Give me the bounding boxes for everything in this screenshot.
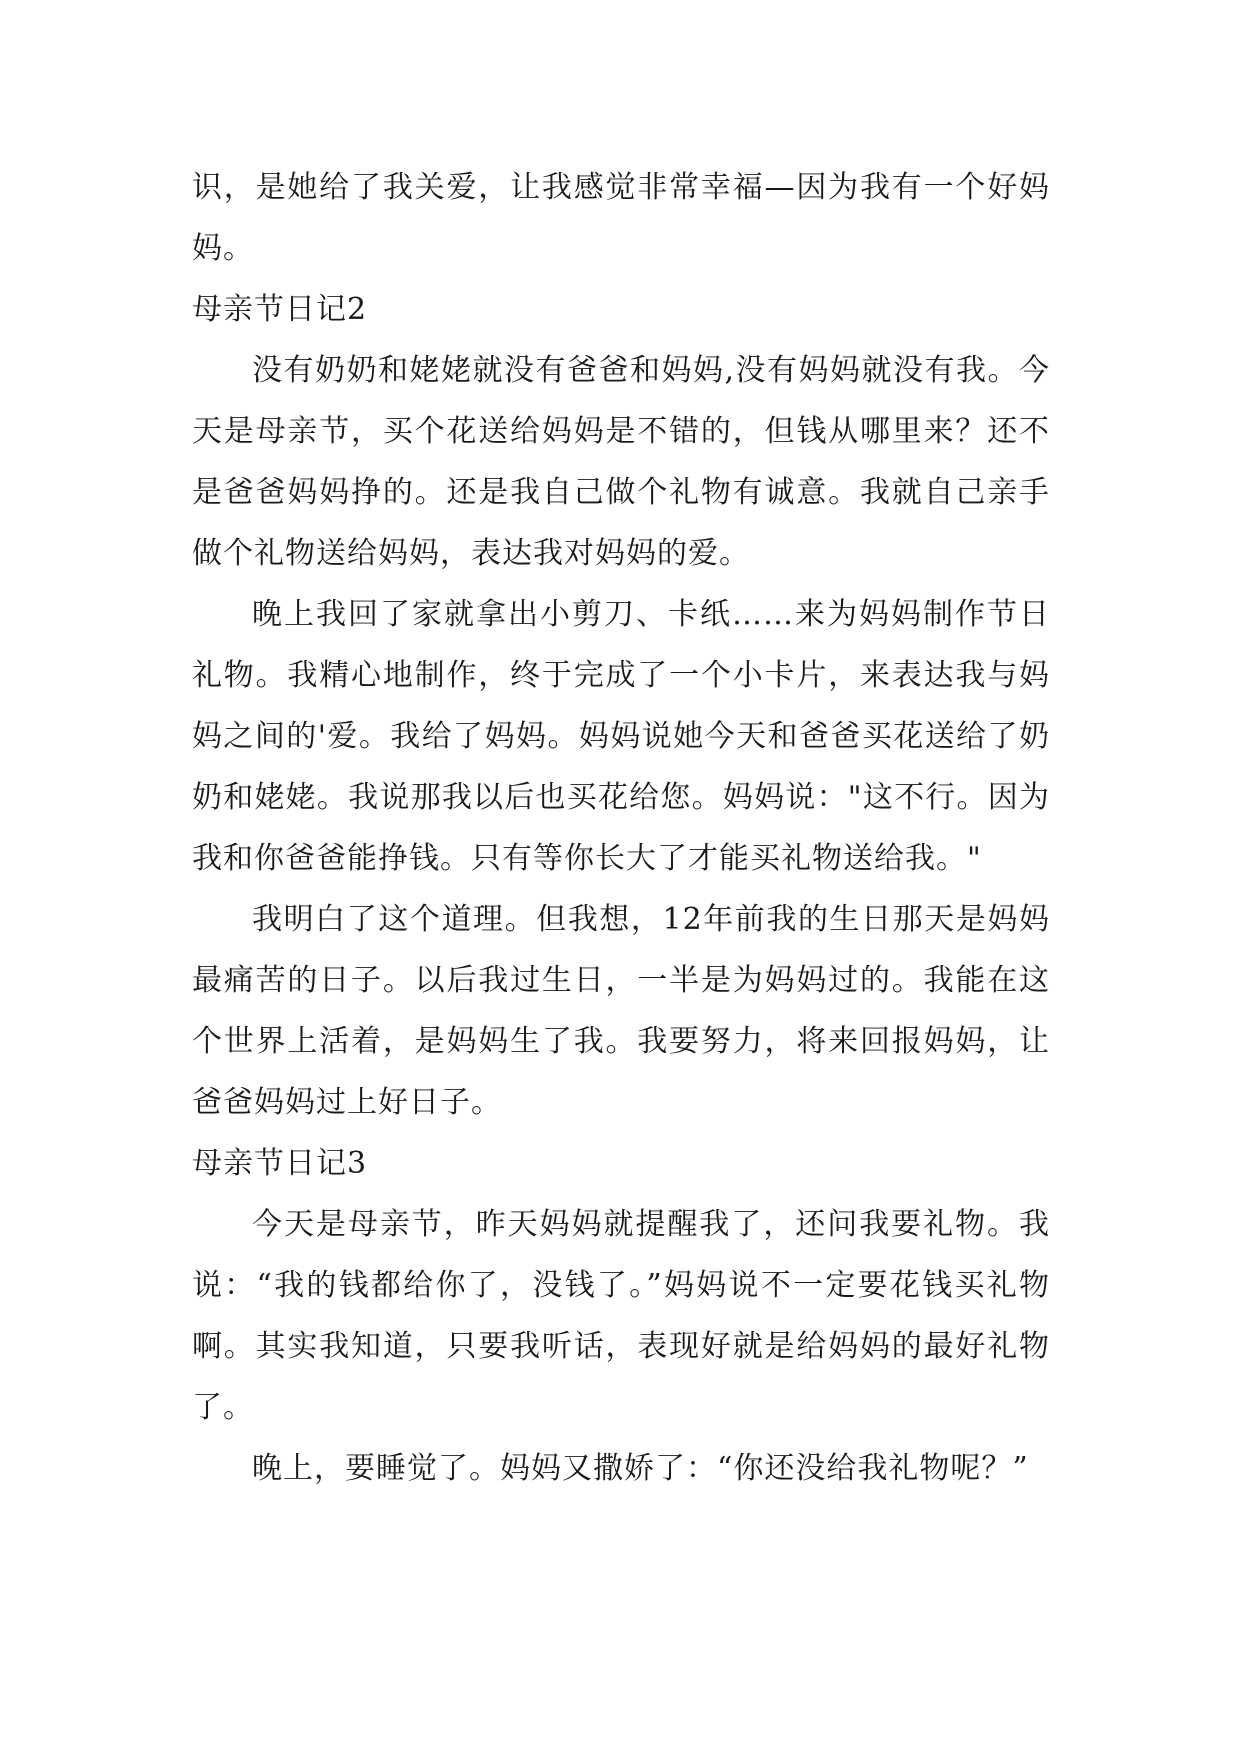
body-paragraph: 晚上，要睡觉了。妈妈又撒娇了：“你还没给我礼物呢？” [252,1451,1029,1486]
section-heading-diary-2: 母亲节日记2 [192,292,368,327]
body-paragraph: 我明白了这个道理。但我想，12年前我的生日那天是妈妈最痛苦的日子。以后我过生日，一半是为妈妈过的。我能在这个世界上活着，是妈妈生了我。我要努力，将来回报妈妈，让爸爸妈妈过上好日子。 [192,902,1050,1120]
body-paragraph: 今天是母亲节，昨天妈妈就提醒我了，还问我要礼物。我说：“我的钱都给你了，没钱了。”妈妈说不一定要花钱买礼物啊。其实我知道，只要我听话，表现好就是给妈妈的最好礼物了。 [192,1207,1050,1425]
document-body [192,157,1050,1499]
continuation-paragraph: 识，是她给了我关爱，让我感觉非常幸福—因为我有一个好妈妈。 [192,170,1050,266]
body-paragraph: 晚上我回了家就拿出小剪刀、卡纸……来为妈妈制作节日礼物。我精心地制作，终于完成了一个小卡片，来表达我与妈妈之间的'爱。我给了妈妈。妈妈说她今天和爸爸买花送给了奶奶和姥姥。我说那我以后也买花给您。妈妈说："这不行。因为我和你爸爸能挣钱。只有等你长大了才能买礼物送给我。" [192,597,1050,876]
body-paragraph: 没有奶奶和姥姥就没有爸爸和妈妈,没有妈妈就没有我。今天是母亲节，买个花送给妈妈是不错的，但钱从哪里来？还不是爸爸妈妈挣的。还是我自己做个礼物有诚意。我就自己亲手做个礼物送给妈妈，表达我对妈妈的爱。 [192,353,1050,571]
section-heading-diary-3: 母亲节日记3 [192,1146,368,1181]
